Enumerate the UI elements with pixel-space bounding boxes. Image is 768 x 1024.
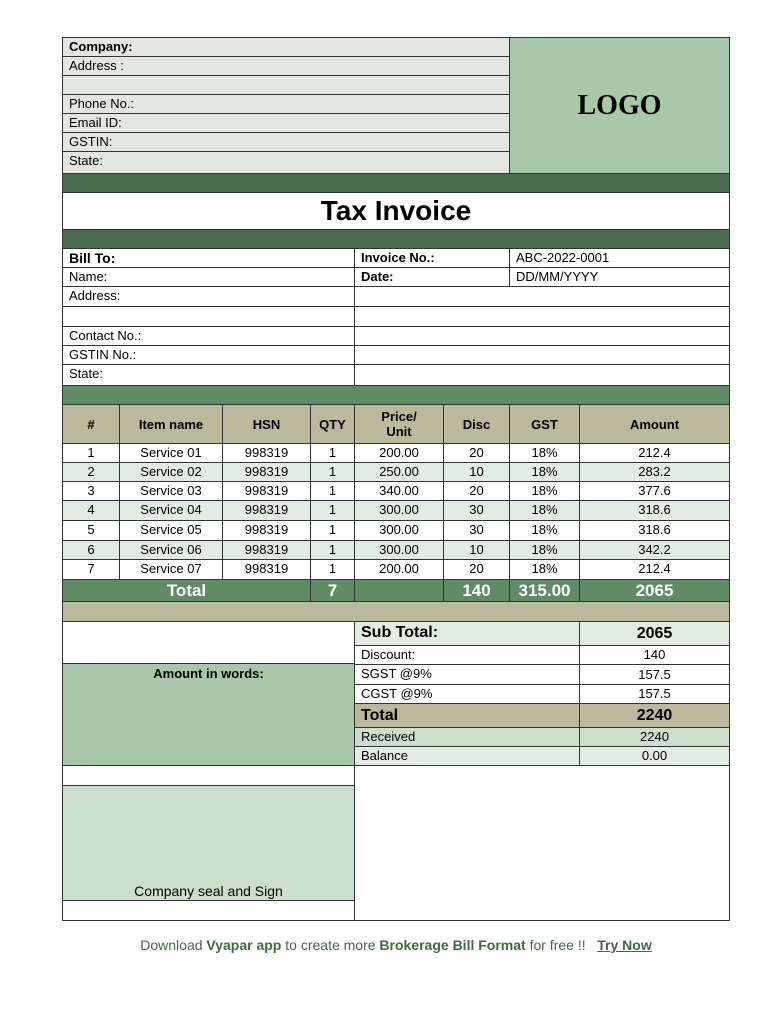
- cell-gst: 18%: [509, 559, 580, 580]
- cell-gst: 18%: [509, 500, 580, 521]
- amount-in-words-box: [62, 663, 355, 766]
- col-header-hsn: HSN: [222, 404, 311, 444]
- bill-to-address-line2: [62, 306, 355, 327]
- company-address-line2: [62, 75, 510, 95]
- bill-to-contact: Contact No.:: [62, 326, 355, 346]
- invoice-blank-row: [354, 364, 730, 386]
- cell-qty: 1: [310, 540, 355, 560]
- blank-cell: [62, 621, 355, 664]
- col-header-gst: GST: [509, 404, 580, 444]
- cell-amount: 318.6: [579, 500, 730, 521]
- cell-price-unit: 300.00: [354, 520, 444, 541]
- discount-value: 140: [579, 645, 730, 665]
- company-email-field: Email ID:: [62, 113, 510, 133]
- invoice-blank-row: [354, 345, 730, 365]
- cell-price-unit: 200.00: [354, 443, 444, 463]
- cell-item-name: Service 03: [119, 481, 223, 501]
- footer-app-name: Vyapar app: [206, 937, 282, 953]
- cgst-value: 157.5: [579, 684, 730, 704]
- cell-item-name: Service 07: [119, 559, 223, 580]
- company-block: [62, 37, 510, 174]
- sgst-value: 157.5: [579, 664, 730, 685]
- col-header-price-unit: Price/ Unit: [354, 404, 444, 444]
- sub-total-label: Sub Total:: [354, 621, 580, 646]
- cell-item-name: Service 02: [119, 462, 223, 482]
- invoice-blank-row: [354, 306, 730, 327]
- footer-prefix: Download: [140, 937, 207, 953]
- cell-qty: 1: [310, 500, 355, 521]
- col-header-number: #: [62, 404, 120, 444]
- received-label: Received: [354, 727, 580, 747]
- invoice-blank-row: [354, 326, 730, 346]
- col-header-amount: Amount: [579, 404, 730, 444]
- blank-cell: [62, 765, 355, 786]
- cell-gst: 18%: [509, 540, 580, 560]
- footer-promo: [62, 937, 730, 957]
- cell-qty: 1: [310, 443, 355, 463]
- invoice-blank-row: [354, 286, 730, 307]
- cell-disc: 10: [443, 462, 510, 482]
- blank-cell: [62, 900, 355, 921]
- col-header-disc: Disc: [443, 404, 510, 444]
- items-total-amount: 2065: [579, 579, 730, 602]
- invoice-date-value: DD/MM/YYYY: [509, 267, 730, 287]
- divider-bar: [62, 385, 730, 405]
- cell-gst: 18%: [509, 462, 580, 482]
- cell-number: 1: [62, 443, 120, 463]
- cell-disc: 30: [443, 500, 510, 521]
- cell-item-name: Service 01: [119, 443, 223, 463]
- cell-hsn: 998319: [222, 520, 311, 541]
- cell-number: 4: [62, 500, 120, 521]
- cell-hsn: 998319: [222, 481, 311, 501]
- divider-bar: [62, 229, 730, 249]
- cell-amount: 318.6: [579, 520, 730, 541]
- cell-gst: 18%: [509, 520, 580, 541]
- cell-price-unit: 300.00: [354, 500, 444, 521]
- items-total-label: Total: [62, 579, 311, 602]
- invoice-number-value: ABC-2022-0001: [509, 248, 730, 268]
- cell-gst: 18%: [509, 443, 580, 463]
- cell-number: 2: [62, 462, 120, 482]
- cell-qty: 1: [310, 520, 355, 541]
- divider-bar: [62, 173, 730, 193]
- cell-amount: 377.6: [579, 481, 730, 501]
- cell-item-name: Service 05: [119, 520, 223, 541]
- company-phone-field: Phone No.:: [62, 94, 510, 114]
- col-header-qty: QTY: [310, 404, 355, 444]
- cell-amount: 342.2: [579, 540, 730, 560]
- footer-format-name: Brokerage Bill Format: [379, 937, 526, 953]
- col-header-item-name: Item name: [119, 404, 223, 444]
- cell-number: 3: [62, 481, 120, 501]
- footer-middle: to create more: [281, 937, 380, 953]
- items-total-qty: 7: [310, 579, 355, 602]
- company-seal-box: [62, 785, 355, 901]
- sgst-label: SGST @9%: [354, 664, 580, 685]
- sub-total-value: 2065: [579, 621, 730, 646]
- cell-qty: 1: [310, 559, 355, 580]
- cell-qty: 1: [310, 481, 355, 501]
- cell-price-unit: 200.00: [354, 559, 444, 580]
- invoice-number-label: Invoice No.:: [354, 248, 510, 268]
- divider-bar: [62, 601, 730, 622]
- invoice-title-row: [62, 192, 730, 230]
- bill-to-name: Name:: [62, 267, 355, 287]
- cgst-label: CGST @9%: [354, 684, 580, 704]
- grand-total-label: Total: [354, 703, 580, 728]
- cell-hsn: 998319: [222, 443, 311, 463]
- company-seal-label: Company seal and Sign: [134, 883, 283, 899]
- company-gstin-field: GSTIN:: [62, 132, 510, 152]
- cell-price-unit: 250.00: [354, 462, 444, 482]
- logo-box: [509, 37, 730, 174]
- cell-number: 7: [62, 559, 120, 580]
- items-total-price: [354, 579, 444, 602]
- items-total-disc: 140: [443, 579, 510, 602]
- bill-to-address: Address:: [62, 286, 355, 307]
- cell-disc: 10: [443, 540, 510, 560]
- cell-hsn: 998319: [222, 462, 311, 482]
- cell-item-name: Service 04: [119, 500, 223, 521]
- bill-to-state: State:: [62, 364, 355, 386]
- received-value: 2240: [579, 727, 730, 747]
- bill-to-heading: Bill To:: [62, 248, 355, 268]
- cell-number: 6: [62, 540, 120, 560]
- discount-label: Discount:: [354, 645, 580, 665]
- items-total-gst: 315.00: [509, 579, 580, 602]
- company-state-field: State:: [62, 151, 510, 174]
- cell-hsn: 998319: [222, 559, 311, 580]
- logo-text: LOGO: [577, 89, 662, 121]
- company-name-field: Company:: [62, 37, 510, 57]
- cell-amount: 212.4: [579, 443, 730, 463]
- cell-qty: 1: [310, 462, 355, 482]
- try-now-link[interactable]: Try Now: [597, 937, 652, 953]
- cell-amount: 212.4: [579, 559, 730, 580]
- cell-number: 5: [62, 520, 120, 541]
- cell-price-unit: 300.00: [354, 540, 444, 560]
- cell-amount: 283.2: [579, 462, 730, 482]
- cell-disc: 20: [443, 559, 510, 580]
- bill-to-gstin: GSTIN No.:: [62, 345, 355, 365]
- balance-value: 0.00: [579, 746, 730, 766]
- cell-disc: 30: [443, 520, 510, 541]
- footer-suffix: for free !!: [525, 937, 586, 953]
- grand-total-value: 2240: [579, 703, 730, 728]
- cell-price-unit: 340.00: [354, 481, 444, 501]
- invoice-date-label: Date:: [354, 267, 510, 287]
- cell-disc: 20: [443, 443, 510, 463]
- cell-gst: 18%: [509, 481, 580, 501]
- notes-area: [354, 765, 730, 921]
- cell-hsn: 998319: [222, 500, 311, 521]
- cell-item-name: Service 06: [119, 540, 223, 560]
- amount-in-words-label: Amount in words:: [153, 666, 264, 681]
- company-address-field: Address :: [62, 56, 510, 76]
- cell-disc: 20: [443, 481, 510, 501]
- balance-label: Balance: [354, 746, 580, 766]
- page-title: Tax Invoice: [320, 195, 472, 226]
- cell-hsn: 998319: [222, 540, 311, 560]
